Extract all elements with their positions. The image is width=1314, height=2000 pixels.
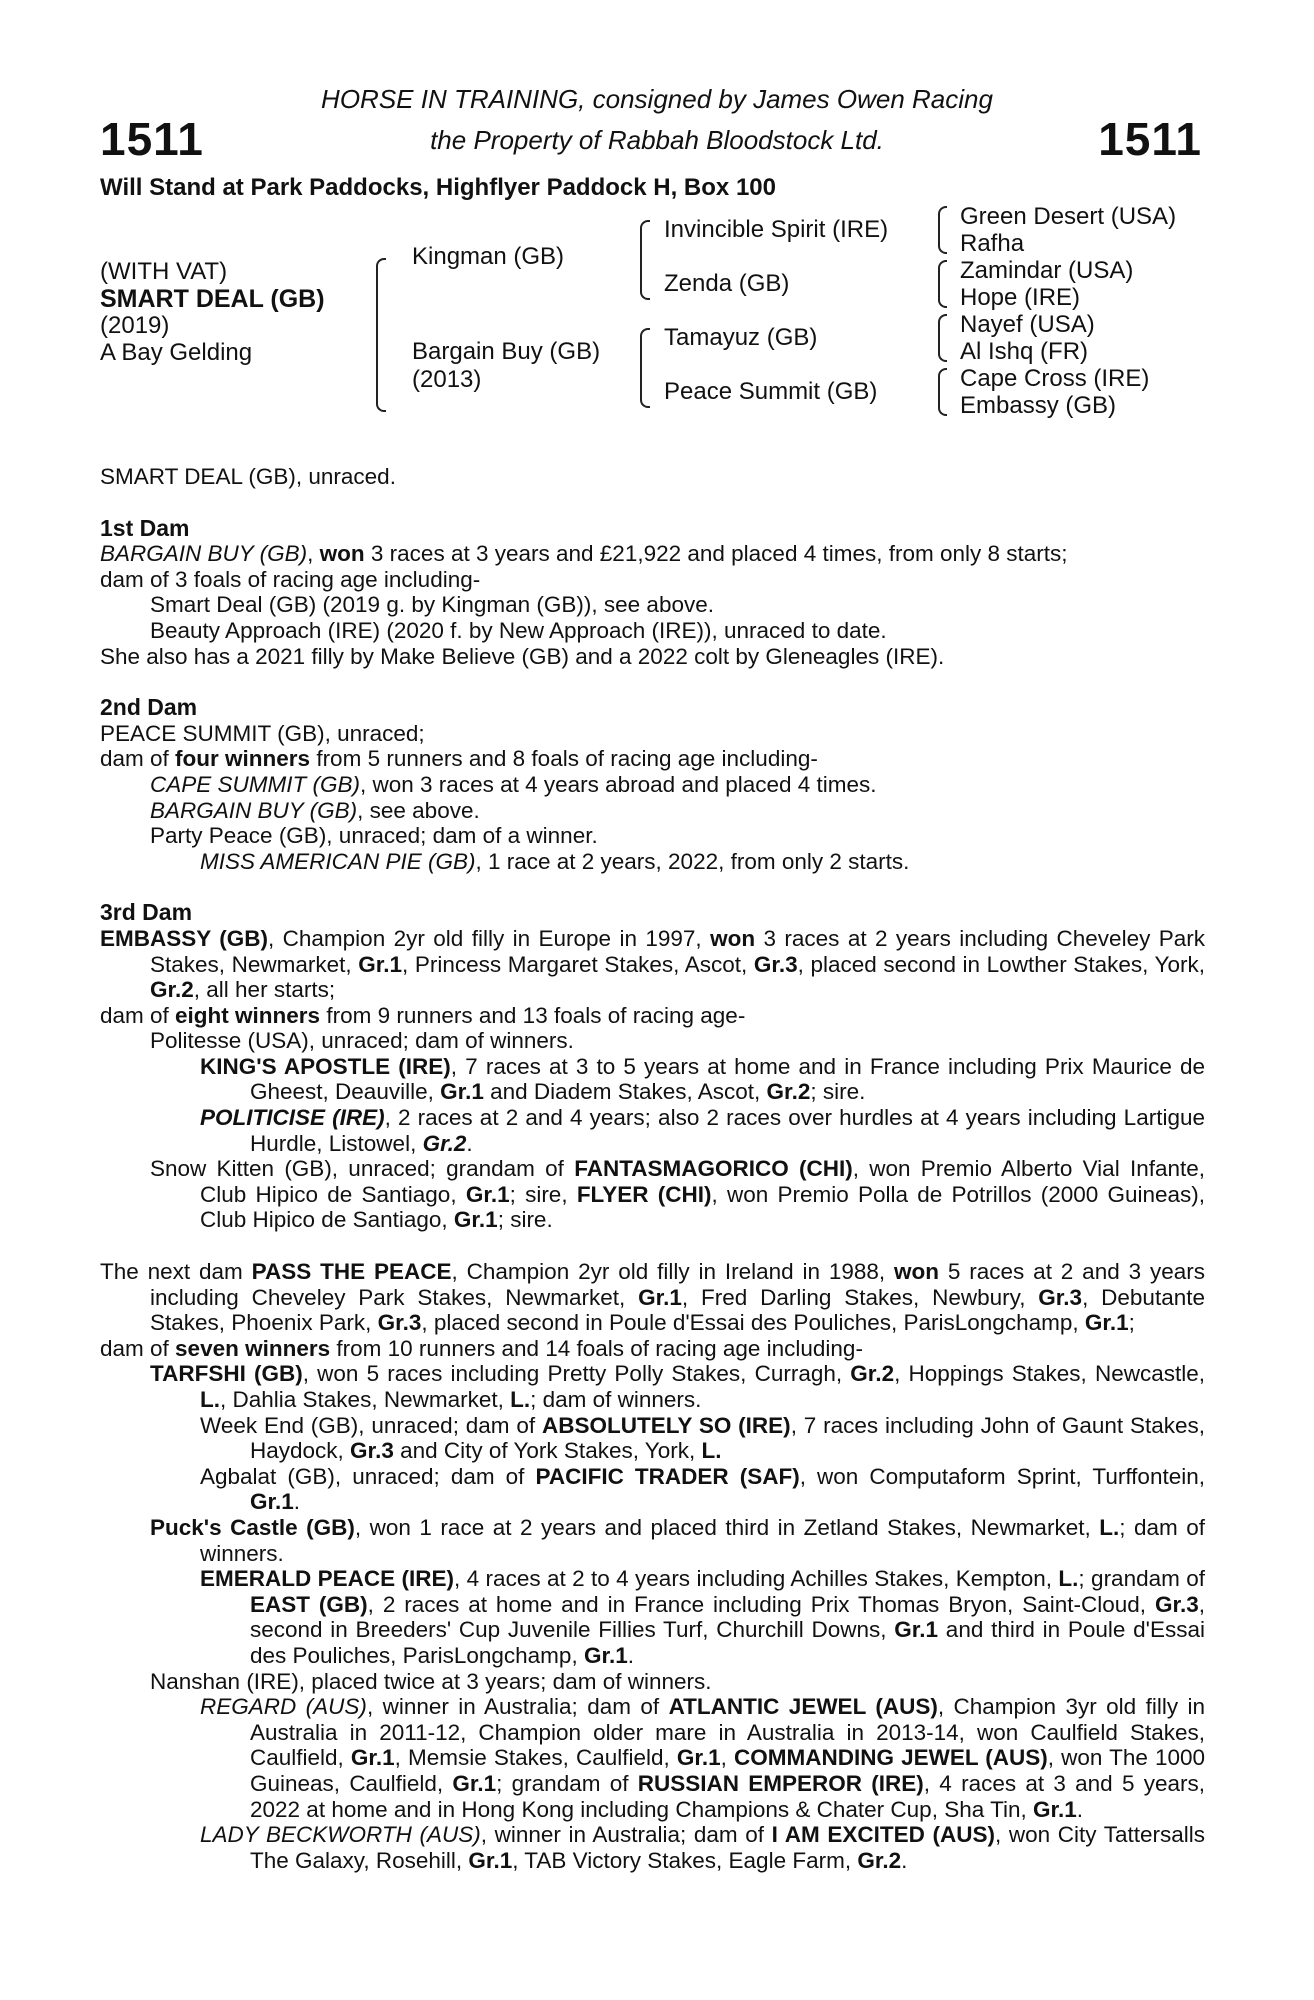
- text: The next dam: [100, 1259, 252, 1285]
- grade: Gr.1: [250, 1489, 294, 1515]
- first-dam-record: BARGAIN BUY (GB), won 3 races at 3 years and £21,922 and placed 4 times, from only 8 starts;: [100, 541, 1068, 567]
- text: , placed second in Lowther Stakes, York,: [797, 951, 1205, 977]
- text: , winner in Australia; dam of: [480, 1822, 772, 1848]
- grade: Gr.1: [894, 1617, 939, 1643]
- text: , Champion 2yr old filly in Ireland in 1988,: [451, 1259, 895, 1285]
- horse-name: LADY BECKWORTH (AUS): [200, 1822, 481, 1848]
- text: ;: [1128, 1310, 1135, 1336]
- text: ; dam of winners.: [200, 1514, 1205, 1566]
- text: , Champion 3yr old filly in Australia in 2011-12, Champion older mare in Australia in 2013-14, won Caulfield Stakes, Caulfield,: [250, 1694, 1206, 1771]
- horse-name: TARFSHI (GB): [150, 1361, 303, 1387]
- grade: L.: [1058, 1566, 1079, 1592]
- consignor-line: HORSE IN TRAINING, consigned by James Owen Racing: [321, 84, 993, 114]
- party-peace-entry: Party Peace (GB), unraced; dam of a winner.: [150, 823, 598, 849]
- dam-year: (2013): [412, 366, 482, 393]
- text: , won 5 races including Pretty Polly Stakes, Curragh,: [302, 1361, 851, 1387]
- horse-name: PACIFIC TRADER (SAF): [535, 1463, 800, 1489]
- horse-name: COMMANDING JEWEL (AUS): [734, 1745, 1048, 1771]
- kings-apostle-entry: [100, 1054, 1205, 1105]
- gsire-2: Zamindar (USA): [960, 257, 1134, 284]
- bargain-buy-entry: [100, 798, 1205, 824]
- text: , won Premio Alberto Vial Infante, Club Hipico de Santiago,: [200, 1156, 1206, 1207]
- eight-winners: eight winners: [175, 1002, 321, 1028]
- text: , won 3 races at 4 years abroad and placed 4 times.: [360, 771, 877, 797]
- text: 3 races at 2 years including Cheveley Park Stakes, Newmarket,: [150, 925, 1205, 977]
- grade: Gr.1: [358, 951, 403, 977]
- pass-the-peace-entry: [100, 1259, 1205, 1336]
- horse-name: PASS THE PEACE: [251, 1259, 452, 1285]
- gsire-3: Nayef (USA): [960, 311, 1095, 338]
- first-dam-also: She also has a 2021 filly by Make Believe (GB) and a 2022 colt by Gleneagles (IRE).: [100, 643, 945, 669]
- nanshan-entry: Nanshan (IRE), placed twice at 3 years; dam of winners.: [150, 1668, 712, 1694]
- gdam-4: Embassy (GB): [960, 392, 1117, 419]
- grade: Gr.2: [766, 1079, 811, 1105]
- pedigree-brace-g4: [938, 368, 947, 416]
- grade: Gr.3: [1154, 1591, 1199, 1617]
- sire-name: Kingman (GB): [412, 243, 565, 270]
- grade: Gr.3: [753, 951, 798, 977]
- second-dam-line1: PEACE SUMMIT (GB), unraced;: [100, 720, 425, 746]
- grade: L.: [1099, 1514, 1120, 1540]
- gdam-2: Hope (IRE): [960, 284, 1081, 311]
- agbalat-entry: [100, 1464, 1205, 1515]
- first-dam-foal-1: Smart Deal (GB) (2019 g. by Kingman (GB)), see above.: [150, 592, 714, 618]
- horse-name: CAPE SUMMIT (GB): [150, 771, 361, 797]
- summary-line: SMART DEAL (GB), unraced.: [100, 464, 396, 489]
- text: , Champion 2yr old filly in Europe in 1997,: [268, 925, 711, 951]
- text: , winner in Australia; dam of: [366, 1694, 669, 1720]
- pedigree-brace-dam: [640, 328, 650, 408]
- snow-kitten-entry: [100, 1156, 1205, 1233]
- won-label: won: [710, 925, 756, 951]
- grade: Gr.3: [350, 1438, 394, 1464]
- grade: Gr.3: [377, 1310, 422, 1336]
- first-dam-foals-line: dam of 3 foals of racing age including-: [100, 566, 481, 592]
- text: , placed second in Poule d'Essai des Pouliches, ParisLongchamp,: [421, 1310, 1085, 1336]
- horse-name: RUSSIAN EMPEROR (IRE): [637, 1770, 924, 1796]
- grade: Gr.3: [1038, 1284, 1083, 1310]
- gsire-1: Green Desert (USA): [960, 203, 1177, 230]
- text: , 4 races at 2 to 4 years including Achilles Stakes, Kempton,: [454, 1566, 1059, 1592]
- third-dam-heading: 3rd Dam: [100, 899, 193, 926]
- first-dam-foal-2: Beauty Approach (IRE) (2020 f. by New Approach (IRE)), unraced to date.: [150, 617, 887, 643]
- pedigree-brace-g1: [938, 206, 947, 254]
- text: , second in Breeders' Cup Juvenile Fillies Turf, Churchill Downs,: [250, 1591, 1205, 1643]
- politesse-entry: Politesse (USA), unraced; dam of winners.: [150, 1028, 574, 1054]
- miss-american-pie-entry: [100, 849, 1205, 875]
- regard-entry: [100, 1694, 1205, 1822]
- text: , Fred Darling Stakes, Newbury,: [681, 1284, 1039, 1310]
- horse-name: BARGAIN BUY (GB): [150, 797, 358, 823]
- grade: Gr.1: [452, 1770, 497, 1796]
- text: ; sire.: [810, 1079, 866, 1105]
- text: Snow Kitten (GB), unraced; grandam of: [150, 1156, 575, 1182]
- text: and City of York Stakes, York,: [393, 1438, 702, 1464]
- horse-name: EMERALD PEACE (IRE): [200, 1566, 455, 1592]
- grade: Gr.1: [468, 1847, 513, 1873]
- dam-name: Bargain Buy (GB): [412, 338, 601, 365]
- horse-name: SMART DEAL (GB): [100, 285, 325, 313]
- text: and Diadem Stakes, Ascot,: [483, 1079, 767, 1105]
- text: , all her starts;: [193, 977, 336, 1003]
- pedigree-brace-sire: [640, 220, 650, 300]
- grade: Gr.2: [422, 1130, 467, 1156]
- text: .: [901, 1847, 908, 1873]
- text: , Memsie Stakes, Caulfield,: [394, 1745, 677, 1771]
- tarfshi-entry: [100, 1361, 1205, 1412]
- text: , won 1 race at 2 years and placed third in Zetland Stakes, Newmarket,: [354, 1514, 1100, 1540]
- grade: Gr.1: [583, 1642, 628, 1668]
- text: , won The 1000 Guineas, Caulfield,: [250, 1745, 1205, 1796]
- grade: L.: [701, 1438, 722, 1464]
- emerald-peace-entry: [100, 1566, 1205, 1668]
- dam-dam: Peace Summit (GB): [664, 378, 878, 405]
- stand-location: Will Stand at Park Paddocks, Highflyer Paddock H, Box 100: [100, 174, 776, 201]
- text: , Dahlia Stakes, Newmarket,: [220, 1387, 511, 1412]
- first-dam-name: BARGAIN BUY (GB): [100, 541, 308, 567]
- horse-name: FLYER (CHI): [576, 1181, 712, 1207]
- gdam-3: Al Ishq (FR): [960, 338, 1089, 365]
- catalogue-body: [100, 464, 1205, 1873]
- grade: Gr.2: [857, 1847, 902, 1873]
- text: .: [627, 1642, 634, 1668]
- text: dam of: [100, 746, 176, 772]
- text: , TAB Victory Stakes, Eagle Farm,: [512, 1847, 858, 1873]
- text: , 7 races including John of Gaunt Stakes, Haydock,: [250, 1412, 1205, 1464]
- won-label: won: [319, 541, 365, 567]
- vat-label: (WITH VAT): [100, 258, 228, 285]
- text: Agbalat (GB), unraced; dam of: [200, 1463, 536, 1489]
- text: , 7 races at 3 to 5 years at home and in France including Prix Maurice de Gheest, Deauville,: [250, 1053, 1206, 1105]
- seven-winners: seven winners: [175, 1335, 331, 1361]
- first-dam-heading: 1st Dam: [100, 514, 190, 541]
- horse-name: I AM EXCITED (AUS): [771, 1822, 995, 1848]
- horse-name: FANTASMAGORICO (CHI): [574, 1156, 853, 1182]
- text: , see above.: [357, 797, 480, 823]
- text: ,: [720, 1745, 735, 1771]
- horse-name: MISS AMERICAN PIE (GB): [200, 848, 476, 874]
- pedigree-brace-g2: [938, 260, 947, 308]
- politicise-entry: [100, 1105, 1205, 1156]
- text: dam of: [100, 1335, 176, 1361]
- text: .: [466, 1130, 473, 1156]
- horse-description: A Bay Gelding: [100, 339, 253, 366]
- horse-name: ATLANTIC JEWEL (AUS): [668, 1694, 938, 1720]
- horse-name: ABSOLUTELY SO (IRE): [541, 1412, 791, 1438]
- lot-number-left: 1511: [100, 113, 204, 165]
- horse-year: (2019): [100, 312, 170, 339]
- grade: Gr.1: [638, 1284, 682, 1310]
- grade: Gr.1: [1084, 1310, 1129, 1336]
- embassy-entry: [100, 926, 1205, 1003]
- text: , won Premio Polla de Potrillos (2000 Guineas), Club Hipico de Santiago,: [200, 1181, 1206, 1233]
- grade: Gr.1: [453, 1207, 498, 1233]
- text: ; dam of winners.: [530, 1387, 702, 1412]
- week-end-entry: [100, 1413, 1205, 1464]
- text: ; grandam of: [1078, 1566, 1206, 1592]
- text: from 9 runners and 13 foals of racing age-: [320, 1002, 746, 1028]
- dam-sire: Tamayuz (GB): [664, 324, 818, 351]
- gsire-4: Cape Cross (IRE): [960, 365, 1150, 392]
- sire-sire: Invincible Spirit (IRE): [664, 216, 889, 243]
- grade: Gr.1: [440, 1079, 484, 1105]
- text: Week End (GB), unraced; dam of: [200, 1412, 542, 1438]
- lady-beckworth-entry: [100, 1822, 1205, 1873]
- property-line: the Property of Rabbah Bloodstock Ltd.: [430, 125, 884, 155]
- grade: L.: [510, 1387, 531, 1412]
- text: from 10 runners and 14 foals of racing age including-: [330, 1335, 863, 1361]
- grade: L.: [200, 1387, 220, 1412]
- grade: Gr.1: [465, 1181, 510, 1207]
- lot-number-right: 1511: [1098, 113, 1202, 165]
- text: .: [1076, 1796, 1084, 1822]
- text: ; sire.: [497, 1207, 553, 1233]
- text: ; grandam of: [496, 1770, 638, 1796]
- pedigree-brace-g3: [938, 314, 947, 362]
- horse-name: EMBASSY (GB): [100, 925, 268, 951]
- grade: Gr.1: [350, 1745, 395, 1771]
- pass-the-peace-produce: [100, 1336, 1205, 1362]
- text: , 4 races at 3 and 5 years, 2022 at home and in Hong Kong including Champions & Chater Cup, Sha Tin,: [250, 1770, 1205, 1822]
- text: , Debutante Stakes, Phoenix Park,: [150, 1284, 1205, 1336]
- grade: Gr.2: [150, 977, 194, 1003]
- text: , won Computaform Sprint, Turffontein,: [799, 1463, 1205, 1489]
- second-dam-heading: 2nd Dam: [100, 694, 198, 721]
- second-dam-produce: [100, 746, 1205, 772]
- text: and third in Poule d'Essai des Pouliches, ParisLongchamp,: [250, 1617, 1205, 1668]
- gdam-1: Rafha: [960, 230, 1025, 257]
- text: , won City Tattersalls The Galaxy, Rosehill,: [250, 1822, 1206, 1873]
- embassy-produce: [100, 1003, 1205, 1029]
- text: , Hoppings Stakes, Newcastle,: [894, 1361, 1205, 1387]
- text: from 5 runners and 8 foals of racing age including-: [310, 746, 818, 772]
- won-label: won: [894, 1259, 940, 1285]
- horse-name: REGARD (AUS): [200, 1694, 367, 1720]
- text: , 1 race at 2 years, 2022, from only 2 starts.: [475, 848, 910, 874]
- horse-name: Puck's Castle (GB): [150, 1514, 355, 1540]
- grade: Gr.1: [1033, 1796, 1077, 1822]
- grade: Gr.2: [850, 1361, 895, 1387]
- text: , 2 races at 2 and 4 years; also 2 races over hurdles at 4 years including Lartigue Hurdle, Listowel,: [250, 1105, 1205, 1156]
- sire-dam: Zenda (GB): [664, 270, 790, 297]
- text: , 2 races at home and in France including Prix Thomas Bryon, Saint-Cloud,: [367, 1591, 1155, 1617]
- cape-summit-entry: [100, 772, 1205, 798]
- four-winners: four winners: [175, 746, 311, 772]
- text: dam of: [100, 1002, 176, 1028]
- horse-name: KING'S APOSTLE (IRE): [200, 1053, 451, 1079]
- horse-name: EAST (GB): [250, 1591, 368, 1617]
- text: , Princess Margaret Stakes, Ascot,: [402, 951, 754, 977]
- text: 5 races at 2 and 3 years including Cheveley Park Stakes, Newmarket,: [150, 1259, 1205, 1310]
- text: ; sire,: [509, 1181, 577, 1207]
- first-dam-record-text: 3 races at 3 years and £21,922 and placed 4 times, from only 8 starts;: [364, 541, 1068, 567]
- pedigree-brace-main: [376, 258, 386, 412]
- horse-name: POLITICISE (IRE): [200, 1105, 385, 1131]
- text: .: [293, 1489, 301, 1515]
- pucks-castle-entry: [100, 1515, 1205, 1566]
- grade: Gr.1: [676, 1745, 721, 1771]
